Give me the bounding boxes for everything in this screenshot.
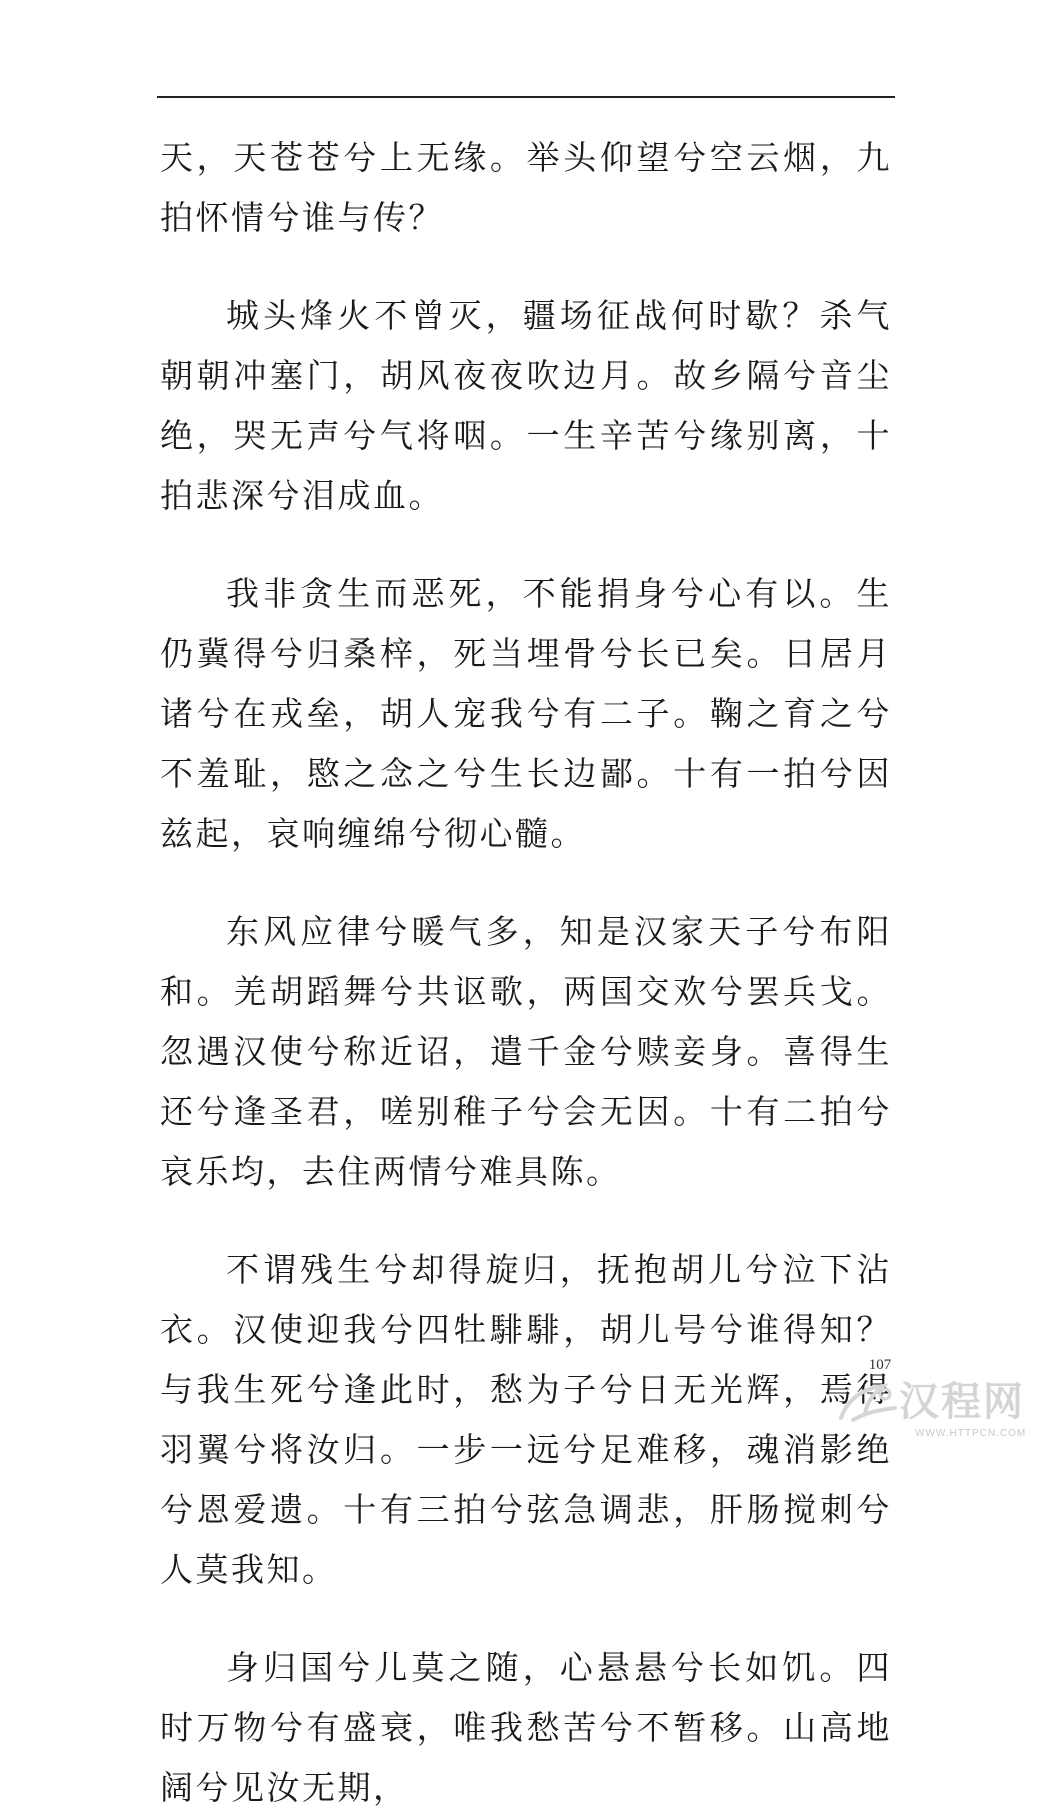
- watermark-logo-icon: [833, 1374, 903, 1430]
- paragraph-5: 不谓残生兮却得旋归，抚抱胡儿兮泣下沾衣。汉使迎我兮四牡騑騑，胡儿号兮谁得知？与我生死兮逢此时，愁为子兮日无光辉，焉得羽翼兮将汝归。一步一远兮足难移，魂消影绝兮恩爱遗。十有三拍兮弦急调悲，肝肠搅刺兮人莫我知。: [160, 1250, 892, 1589]
- watermark-url: WWW.HTTPCN.COM: [915, 1428, 1027, 1439]
- header-rule: [157, 96, 895, 98]
- paragraph-4: 东风应律兮暖气多，知是汉家天子兮布阳和。羌胡蹈舞兮共讴歌，两国交欢兮罢兵戈。忽遇汉使兮称近诏，遣千金兮赎妾身。喜得生还兮逢圣君，嗟别稚子兮会无因。十有二拍兮哀乐均，去住两情兮难具陈。: [160, 912, 892, 1191]
- page-number: 107: [868, 1357, 892, 1373]
- paragraph-2: 城头烽火不曾灭，疆场征战何时歇？杀气朝朝冲塞门，胡风夜夜吹边月。故乡隔兮音尘绝，哭无声兮气将咽。一生辛苦兮缘别离，十拍悲深兮泪成血。: [160, 296, 892, 515]
- watermark: [833, 1364, 1033, 1450]
- paragraph-6: 身归国兮儿莫之随，心悬悬兮长如饥。四时万物兮有盛衰，唯我愁苦兮不暂移。山高地阔兮见汝无期，: [160, 1648, 892, 1807]
- paragraph-3: 我非贪生而恶死，不能捐身兮心有以。生仍冀得兮归桑梓，死当埋骨兮长已矣。日居月诸兮在戎垒，胡人宠我兮有二子。鞠之育之兮不羞耻，愍之念之兮生长边鄙。十有一拍兮因兹起，哀响缠绵兮彻心髓。: [160, 574, 892, 853]
- watermark-name: 汉程网: [899, 1379, 1025, 1425]
- paragraph-1: 天，天苍苍兮上无缘。举头仰望兮空云烟，九拍怀情兮谁与传？: [160, 138, 892, 237]
- page-body: [160, 128, 892, 1818]
